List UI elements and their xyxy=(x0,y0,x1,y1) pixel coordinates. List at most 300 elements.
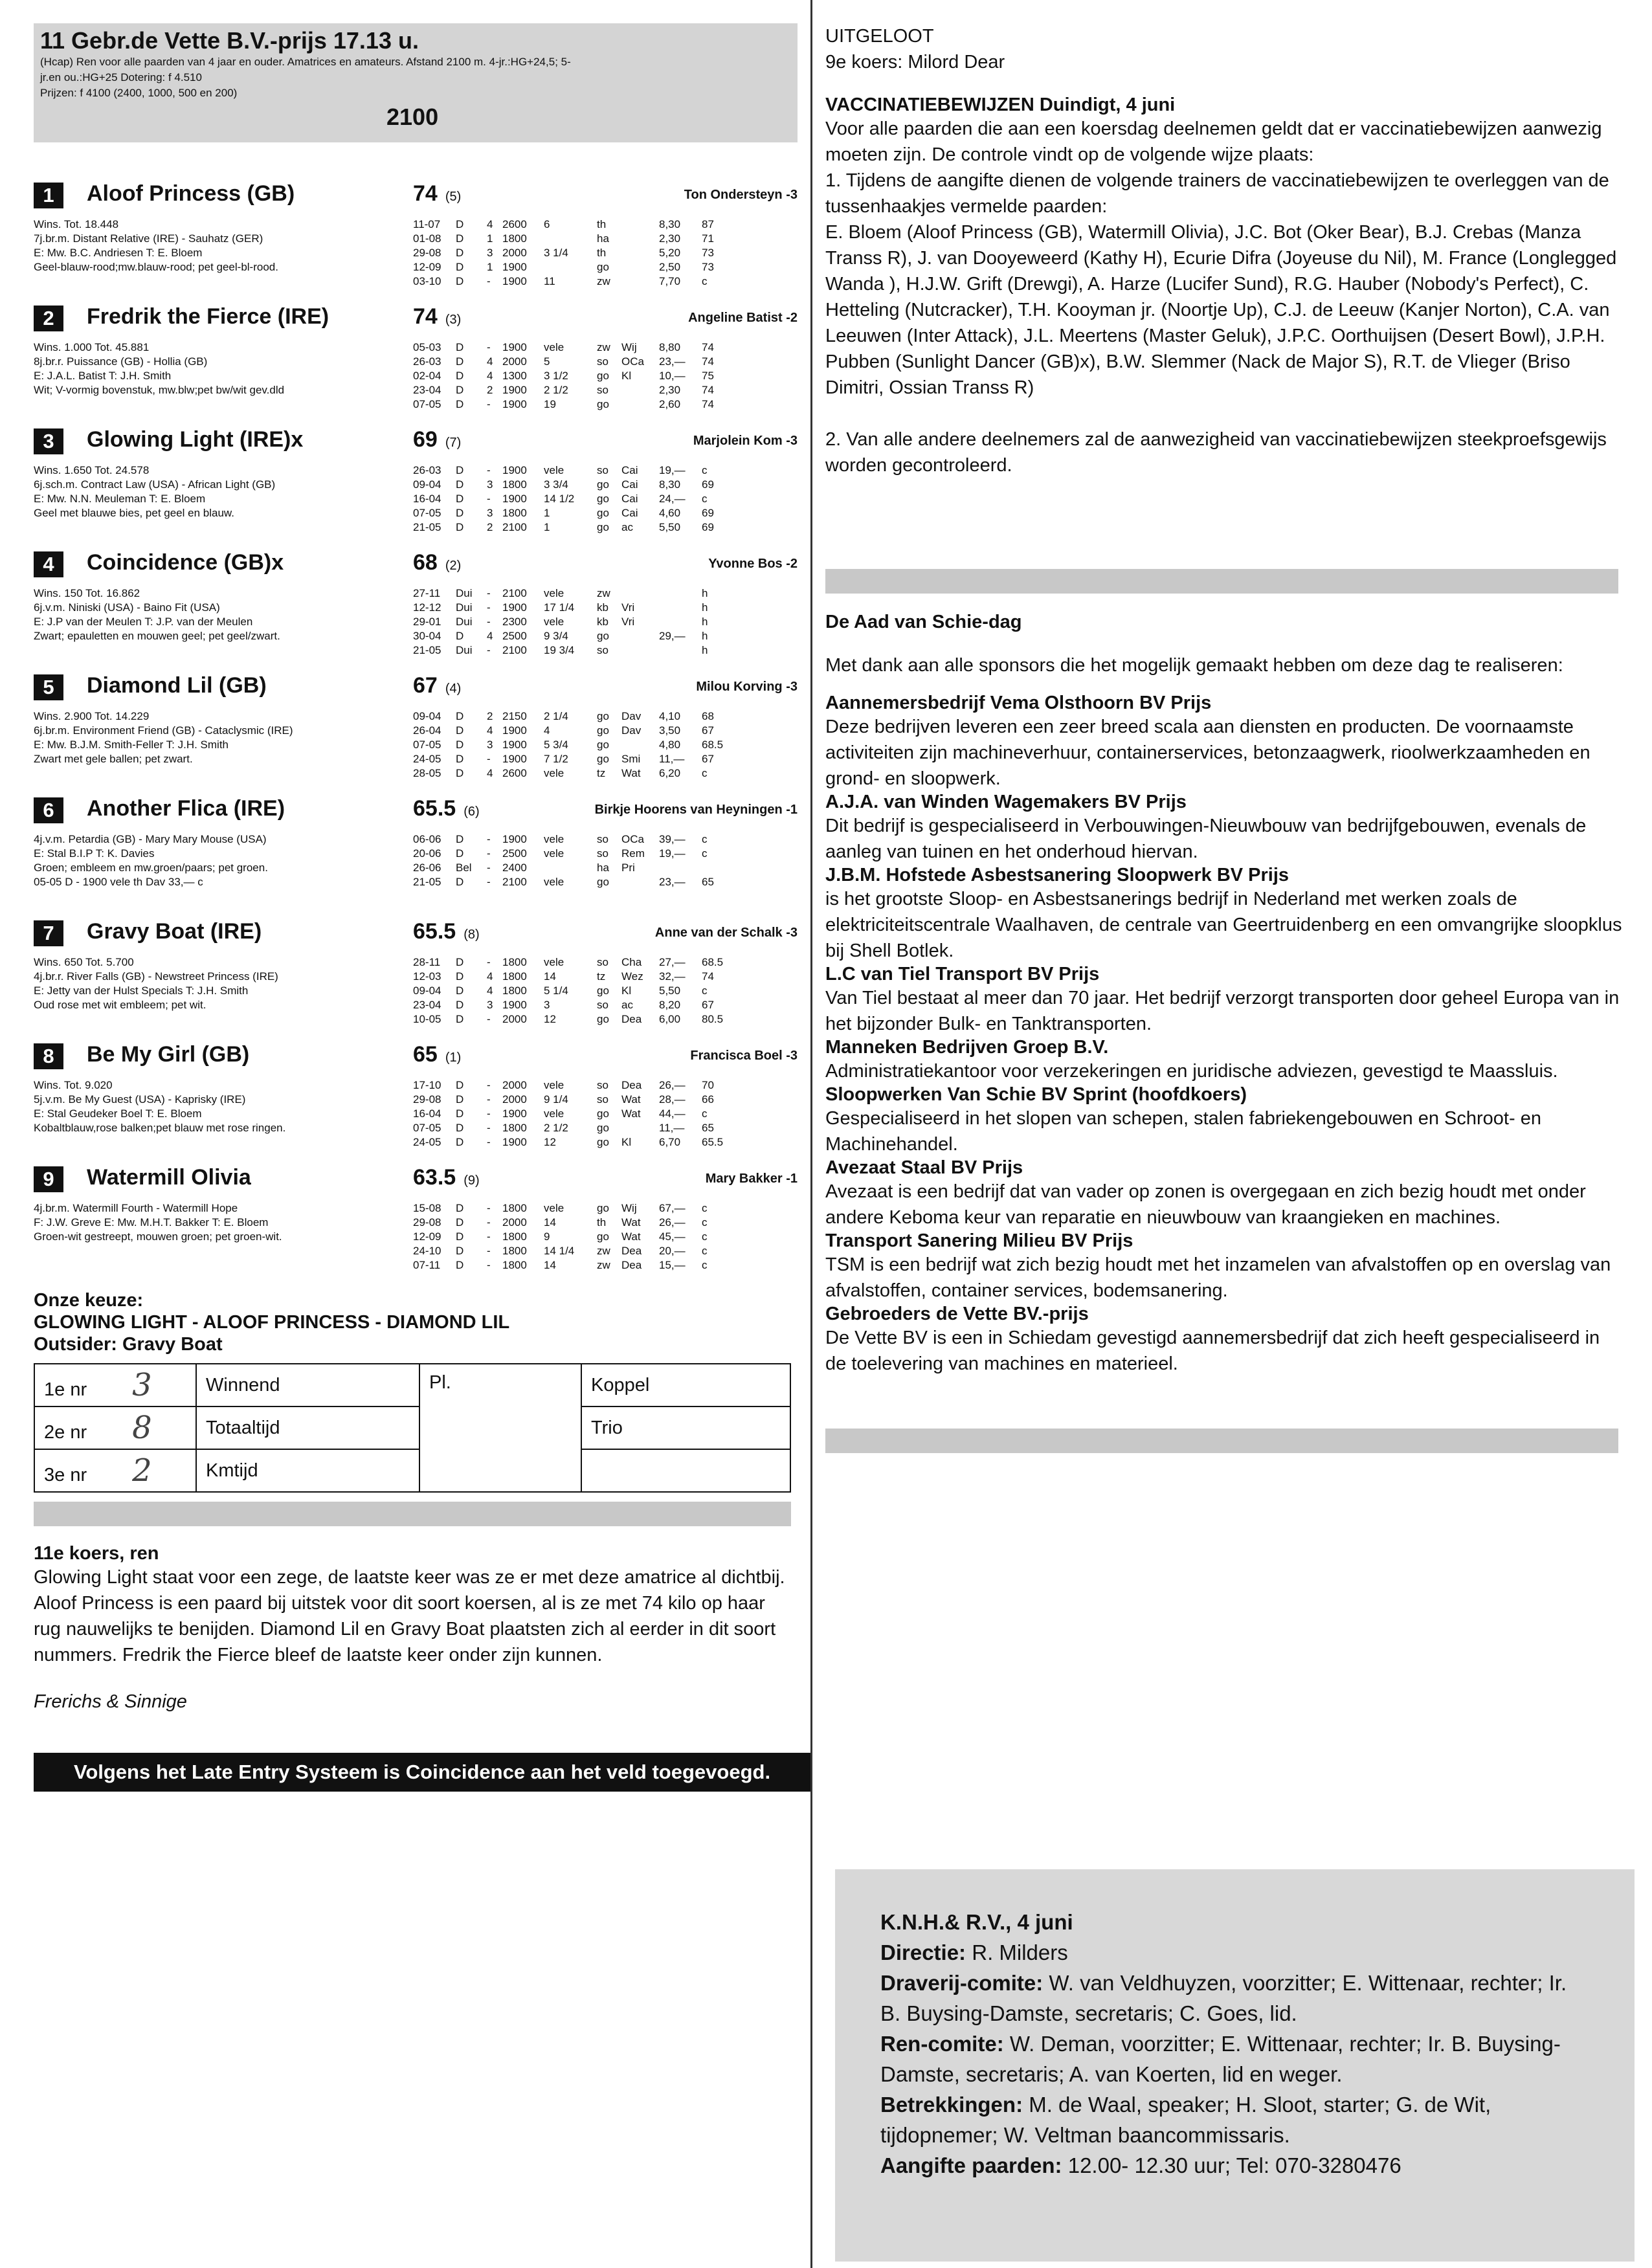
form-cell xyxy=(621,274,659,289)
form-cell: 1800 xyxy=(502,970,527,983)
form-cell: OCa xyxy=(621,833,644,845)
form-cell: D xyxy=(456,767,464,779)
form-cell: 16-04 xyxy=(413,1107,441,1120)
box-value: W. Deman, voorzitter; E. Wittenaar, rechter; Ir. B. Buysing-Damste, secretaris; A. van Koerten, lid en weger. xyxy=(880,2032,1561,2086)
form-cell: 6 xyxy=(544,218,550,230)
form-cell: go xyxy=(597,1230,609,1243)
form-row xyxy=(413,340,798,355)
draw-number: (8) xyxy=(463,928,480,942)
form-cell: 2 xyxy=(487,521,493,533)
form-cell: 14 xyxy=(544,1259,556,1271)
form-cell: D xyxy=(456,232,464,245)
form-cell: 14 xyxy=(544,970,556,983)
form-cell: c xyxy=(702,833,708,845)
handwritten-number: 8 xyxy=(132,1410,152,1446)
form-cell xyxy=(659,601,702,615)
form-row xyxy=(413,709,798,724)
form-cell: 07-11 xyxy=(413,1259,441,1271)
form-cell: zw xyxy=(597,1245,610,1257)
bet-row-2: 2e nr 8 xyxy=(34,1406,196,1449)
form-cell: 1800 xyxy=(502,232,527,245)
form-cell: h xyxy=(702,587,708,599)
form-cell: D xyxy=(456,398,464,410)
form-cell: D xyxy=(456,275,464,287)
form-cell: go xyxy=(597,984,609,997)
box-value: W. van Veldhuyzen, voorzitter; E. Wittenaar, rechter; Ir. B. Buysing-Damste, secretaris; C. Goes, lid. xyxy=(880,1971,1567,2025)
form-cell: go xyxy=(597,1122,609,1134)
form-cell: 73 xyxy=(702,261,714,273)
form-cell: 29-01 xyxy=(413,616,441,628)
handwritten-number: 3 xyxy=(132,1367,152,1403)
form-cell: vele xyxy=(544,876,564,888)
form-cell: c xyxy=(702,1230,708,1243)
aad-title: De Aad van Schie-dag xyxy=(825,612,1022,632)
form-cell: 07-05 xyxy=(413,398,441,410)
form-cell: - xyxy=(487,1013,491,1025)
sponsor-text: TSM is een bedrijf wat zich bezig houdt met het inzamelen van afvalstoffen op en overslag van afvalstoffen, container services, bodemsanering. xyxy=(825,1254,1611,1301)
form-cell: c xyxy=(702,1259,708,1271)
form-cell: so xyxy=(597,847,608,860)
form-cell: 1 xyxy=(544,507,550,519)
horse-info-line: 4j.v.m. Petardia (GB) - Mary Mary Mouse (USA) xyxy=(34,833,267,845)
form-cell: Wez xyxy=(621,970,643,983)
form-cell: 2000 xyxy=(502,355,527,368)
form-cell: Rem xyxy=(621,847,645,860)
form-cell: - xyxy=(487,644,491,656)
horse-info-line: Wit; V-vormig bovenstuk, mw.blw;pet bw/wit gev.dld xyxy=(34,384,285,396)
form-cell: - xyxy=(487,753,491,765)
info-box xyxy=(835,1869,1635,2262)
form-row xyxy=(413,1135,798,1150)
form-cell: so xyxy=(597,464,608,476)
form-cell: 21-05 xyxy=(413,876,441,888)
form-cell: th xyxy=(597,1216,607,1228)
horse-entry xyxy=(34,546,798,669)
race-conditions-2: jr.en ou.:HG+25 Dotering: f 4.510 xyxy=(40,71,202,83)
form-cell: 1800 xyxy=(502,1245,527,1257)
form-cell: 10,— xyxy=(659,370,686,382)
form-cell: Cha xyxy=(621,956,642,968)
horse-info-line: Geel met blauwe bies, pet geel en blauw. xyxy=(34,507,234,519)
horse-weight xyxy=(413,796,480,821)
form-cell: vele xyxy=(544,587,564,599)
form-cell: 27-11 xyxy=(413,587,441,599)
horse-info xyxy=(34,340,422,397)
form-cell: 26-03 xyxy=(413,464,441,476)
comment-text: Glowing Light staat voor een zege, de laatste keer was ze er met deze amatrice al dichtbij. Aloof Princess is een paard bij uitstek voor dit soort koersen, al is ze met 74 kilo op haar rug nauwelijks te benijden. Diamond Lil en Gravy Boat plaatsten zich al eerder in dit soort nummers. Fredrik the Fierce bleef de laatste keer onder zijn kunnen. xyxy=(34,1567,785,1665)
form-cell: so xyxy=(597,1093,608,1106)
form-cell: 5,20 xyxy=(659,247,681,259)
form-table xyxy=(413,832,798,904)
horse-info-line: 7j.br.m. Distant Relative (IRE) - Sauhatz (GER) xyxy=(34,232,263,245)
form-cell: D xyxy=(456,355,464,368)
form-cell: vele xyxy=(544,847,564,860)
horse-info-line: Zwart; epauletten en mouwen geel; pet geel/zwart. xyxy=(34,630,280,642)
horse-number: 9 xyxy=(34,1166,63,1192)
form-cell: go xyxy=(597,1013,609,1025)
form-cell: go xyxy=(597,478,609,491)
form-cell: zw xyxy=(597,1259,610,1271)
form-cell: Wat xyxy=(621,1216,641,1228)
form-cell: Kl xyxy=(621,1136,632,1148)
horse-info-line: 6j.br.m. Environment Friend (GB) - Cataclysmic (IRE) xyxy=(34,724,293,737)
horse-weight xyxy=(413,181,461,206)
form-row xyxy=(413,397,798,412)
form-row xyxy=(413,260,798,274)
form-cell xyxy=(544,260,597,274)
form-cell: 1800 xyxy=(502,1202,527,1214)
form-cell: 1900 xyxy=(502,275,527,287)
horse-info xyxy=(34,832,422,889)
sponsor-title: L.C van Tiel Transport BV Prijs xyxy=(825,964,1100,984)
race-distance: 2100 xyxy=(386,104,439,130)
form-cell: 12-03 xyxy=(413,970,441,983)
sponsor-title: Manneken Bedrijven Groep B.V. xyxy=(825,1037,1109,1058)
form-cell: Smi xyxy=(621,753,641,765)
draw-number: (4) xyxy=(445,682,462,696)
sponsor-title: A.J.A. van Winden Wagemakers BV Prijs xyxy=(825,792,1187,812)
horse-name: Be My Girl (GB) xyxy=(87,1042,250,1067)
weight-value: 63.5 xyxy=(413,1165,456,1190)
pick-section xyxy=(34,1289,798,1355)
form-cell: 71 xyxy=(702,232,714,245)
form-cell: 65.5 xyxy=(702,1136,724,1148)
form-cell: go xyxy=(597,1136,609,1148)
form-cell: c xyxy=(702,1216,708,1228)
form-cell: so xyxy=(597,833,608,845)
form-cell: D xyxy=(456,630,464,642)
form-cell: 1900 xyxy=(502,739,527,751)
form-cell: 06-06 xyxy=(413,833,441,845)
form-cell: 24-05 xyxy=(413,1136,441,1148)
form-cell: 80.5 xyxy=(702,1013,724,1025)
form-cell: - xyxy=(487,398,491,410)
form-row xyxy=(413,478,798,492)
form-row xyxy=(413,1078,798,1093)
form-cell: 68.5 xyxy=(702,739,724,751)
form-cell: 14 1/2 xyxy=(544,493,575,505)
form-cell: 21-05 xyxy=(413,644,441,656)
form-cell: c xyxy=(702,847,708,860)
sponsor-text: is het grootste Sloop- en Asbestsanerings bedrijf in Nederland met werken zoals de elektriciteitscentrale Waalhaven, de centrale van Geertruidenberg en een omvangrijke sloopklus bij Shell Botlek. xyxy=(825,889,1622,961)
form-cell: go xyxy=(597,876,609,888)
horse-name: Watermill Olivia xyxy=(87,1165,251,1190)
box-label: Aangifte paarden: xyxy=(880,2153,1062,2177)
form-cell: 11,— xyxy=(659,1122,685,1134)
form-cell xyxy=(487,889,502,904)
horse-info-line: Groen-wit gestreept, mouwen groen; pet groen-wit. xyxy=(34,1230,282,1243)
form-cell: 2400 xyxy=(502,862,527,874)
form-cell: 23-04 xyxy=(413,384,441,396)
horse-entry xyxy=(34,669,798,792)
form-cell: 11-07 xyxy=(413,218,441,230)
form-cell: so xyxy=(597,999,608,1011)
weight-value: 67 xyxy=(413,673,438,698)
form-cell: 02-04 xyxy=(413,370,441,382)
form-row xyxy=(413,832,798,847)
form-cell: 2,50 xyxy=(659,261,681,273)
horse-name: Diamond Lil (GB) xyxy=(87,673,267,698)
pick-label: Onze keuze: xyxy=(34,1290,144,1311)
form-cell xyxy=(621,629,659,643)
box-label: Ren-comite: xyxy=(880,2032,1004,2056)
form-cell: 3 3/4 xyxy=(544,478,568,491)
horse-info xyxy=(34,463,422,520)
form-cell: D xyxy=(456,956,464,968)
horse-info-line: 4j.br.m. Watermill Fourth - Watermill Hope xyxy=(34,1202,238,1214)
form-cell: 12 xyxy=(544,1013,556,1025)
form-cell: - xyxy=(487,862,491,874)
form-table xyxy=(413,340,798,412)
box-title: K.N.H.& R.V., 4 juni xyxy=(880,1910,1073,1934)
form-cell: D xyxy=(456,341,464,353)
form-cell: Cai xyxy=(621,478,638,491)
form-cell: 67 xyxy=(702,753,714,765)
form-cell: go xyxy=(597,1202,609,1214)
form-cell: 65 xyxy=(702,1122,714,1134)
form-row xyxy=(413,383,798,397)
form-cell: 09-04 xyxy=(413,710,441,722)
form-cell: Dui xyxy=(456,601,473,614)
form-cell: 15-08 xyxy=(413,1202,441,1214)
form-row xyxy=(413,752,798,766)
form-cell: 9 xyxy=(544,1230,550,1243)
form-row xyxy=(413,369,798,383)
form-cell: Dea xyxy=(621,1079,642,1091)
draw-number: (5) xyxy=(445,190,462,204)
form-cell: D xyxy=(456,833,464,845)
form-cell: 1800 xyxy=(502,1230,527,1243)
form-cell: 4 xyxy=(487,630,493,642)
form-cell: D xyxy=(456,1245,464,1257)
form-cell: 3 xyxy=(487,247,493,259)
form-cell: Wat xyxy=(621,1107,641,1120)
form-cell: D xyxy=(456,739,464,751)
form-cell: D xyxy=(456,1093,464,1106)
form-cell: 2100 xyxy=(502,876,527,888)
form-row xyxy=(413,1121,798,1135)
form-cell: D xyxy=(456,1230,464,1243)
draw-number: (6) xyxy=(463,805,480,819)
bet-kmtijd: Kmtijd xyxy=(196,1449,419,1492)
horse-entry xyxy=(34,1038,798,1161)
horse-info xyxy=(34,1201,422,1244)
form-row xyxy=(413,586,798,601)
form-cell: D xyxy=(456,521,464,533)
form-cell: h xyxy=(702,601,708,614)
form-cell: 11,— xyxy=(659,753,685,765)
form-cell: 26-03 xyxy=(413,355,441,368)
horse-info-line: 05-05 D - 1900 vele th Dav 33,— c xyxy=(34,876,203,888)
jockey-name: Yvonne Bos -2 xyxy=(708,557,798,571)
form-cell: 23,— xyxy=(659,355,686,368)
form-cell: 2000 xyxy=(502,1013,527,1025)
form-cell: 4 xyxy=(487,767,493,779)
form-cell: Cai xyxy=(621,493,638,505)
form-cell: 4 xyxy=(544,724,550,737)
horse-name: Aloof Princess (GB) xyxy=(87,181,295,206)
form-cell: 28,— xyxy=(659,1093,686,1106)
form-cell: 70 xyxy=(702,1079,714,1091)
form-cell: - xyxy=(487,1216,491,1228)
form-cell: 2 1/2 xyxy=(544,1122,568,1134)
bet-row-1: 1e nr 3 xyxy=(34,1364,196,1406)
form-cell: 2000 xyxy=(502,1216,527,1228)
horse-entry xyxy=(34,1161,798,1284)
form-cell: Wij xyxy=(621,1202,637,1214)
horse-info xyxy=(34,709,422,766)
form-cell: 74 xyxy=(702,398,714,410)
form-cell: - xyxy=(487,1122,491,1134)
form-cell: Dui xyxy=(456,644,473,656)
separator-bar xyxy=(825,569,1618,594)
form-cell: th xyxy=(597,247,607,259)
form-cell: 2500 xyxy=(502,630,527,642)
form-cell: D xyxy=(456,753,464,765)
form-cell: - xyxy=(487,616,491,628)
form-cell: 4 xyxy=(487,984,493,997)
form-cell: 20,— xyxy=(659,1245,686,1257)
form-cell: go xyxy=(597,398,609,410)
aad-intro: Met dank aan alle sponsors die het mogelijk gemaakt hebben om deze dag te realiseren: xyxy=(825,655,1563,676)
form-cell: go xyxy=(597,739,609,751)
horse-entry xyxy=(34,915,798,1038)
form-row xyxy=(413,520,798,535)
form-row xyxy=(413,970,798,984)
form-cell: Cai xyxy=(621,507,638,519)
form-cell: 2600 xyxy=(502,767,527,779)
form-cell: 11 xyxy=(544,275,555,287)
form-row xyxy=(413,463,798,478)
horse-info-line: 6j.sch.m. Contract Law (USA) - African Light (GB) xyxy=(34,478,276,491)
form-cell: 4 xyxy=(487,970,493,983)
form-cell: 21-05 xyxy=(413,521,441,533)
sponsor-text: Gespecialiseerd in het slopen van schepen, stalen fabriekengebouwen en Schroot- en Machinehandel. xyxy=(825,1108,1541,1155)
draw-number: (9) xyxy=(463,1173,480,1188)
form-row xyxy=(413,246,798,260)
form-row xyxy=(413,274,798,289)
form-cell: ha xyxy=(597,862,609,874)
form-cell: 44,— xyxy=(659,1107,686,1120)
form-cell: tz xyxy=(597,970,606,983)
horse-number: 5 xyxy=(34,674,63,700)
form-row xyxy=(413,955,798,970)
horse-info xyxy=(34,217,422,274)
form-cell: 1900 xyxy=(502,1107,527,1120)
horse-weight xyxy=(413,427,461,452)
form-cell: 2 1/4 xyxy=(544,710,568,722)
form-cell: 2000 xyxy=(502,1079,527,1091)
form-table xyxy=(413,1201,798,1273)
form-cell: 65 xyxy=(702,876,714,888)
column-divider xyxy=(810,0,812,2268)
form-cell: vele xyxy=(544,341,564,353)
horse-info-line: E: Mw. N.N. Meuleman T: E. Bloem xyxy=(34,493,206,505)
form-cell: 4 xyxy=(487,724,493,737)
form-cell xyxy=(621,738,659,752)
form-cell: 3 xyxy=(487,739,493,751)
horse-info xyxy=(34,586,422,643)
form-cell: 09-04 xyxy=(413,478,441,491)
form-cell: 19 xyxy=(544,398,556,410)
form-cell: go xyxy=(597,370,609,382)
form-cell: 19,— xyxy=(659,847,686,860)
form-cell xyxy=(702,889,753,904)
form-cell xyxy=(659,889,702,904)
race-prizes: Prijzen: f 4100 (2400, 1000, 500 en 200) xyxy=(40,87,238,99)
horse-info xyxy=(34,1078,422,1135)
form-cell: go xyxy=(597,724,609,737)
form-cell: so xyxy=(597,1079,608,1091)
form-cell: 12-12 xyxy=(413,601,441,614)
form-cell: 01-08 xyxy=(413,232,441,245)
form-row xyxy=(413,1216,798,1230)
form-cell: - xyxy=(487,275,491,287)
form-table xyxy=(413,955,798,1027)
form-cell: D xyxy=(456,218,464,230)
form-cell: 2,30 xyxy=(659,384,681,396)
weight-value: 68 xyxy=(413,550,438,575)
jockey-name: Mary Bakker -1 xyxy=(705,1172,798,1186)
uitgeloot-text: 9e koers: Milord Dear xyxy=(825,52,1005,72)
pick-list: GLOWING LIGHT - ALOOF PRINCESS - DIAMOND LIL xyxy=(34,1312,510,1333)
sponsor-title: Avezaat Staal BV Prijs xyxy=(825,1157,1023,1178)
form-cell: 2000 xyxy=(502,247,527,259)
form-cell: 69 xyxy=(702,507,714,519)
form-row xyxy=(413,643,798,658)
form-cell: - xyxy=(487,1245,491,1257)
form-cell: 75 xyxy=(702,370,714,382)
form-cell: 26,— xyxy=(659,1216,686,1228)
form-cell: D xyxy=(456,478,464,491)
form-cell xyxy=(659,586,702,601)
form-cell: 67 xyxy=(702,724,714,737)
form-cell: D xyxy=(456,1136,464,1148)
horse-name: Coincidence (GB)x xyxy=(87,550,284,575)
horse-info-line: Wins. 650 Tot. 5.700 xyxy=(34,956,134,968)
weight-value: 65.5 xyxy=(413,919,456,944)
signature: Frerichs & Sinnige xyxy=(34,1691,187,1712)
form-cell: 69 xyxy=(702,478,714,491)
sponsor-text: Avezaat is een bedrijf dat van vader op zonen is overgegaan en zich bezig houdt met onder andere Keboma keur van reparatie en nieuwbouw van kraangieken en machines. xyxy=(825,1181,1586,1228)
horse-weight xyxy=(413,550,461,575)
form-row xyxy=(413,724,798,738)
form-cell: h xyxy=(702,616,708,628)
form-cell: Wat xyxy=(621,767,641,779)
horse-number: 8 xyxy=(34,1043,63,1069)
form-cell: 74 xyxy=(702,970,714,983)
form-cell: 15,— xyxy=(659,1259,686,1271)
form-cell: tz xyxy=(597,767,606,779)
form-cell: D xyxy=(456,370,464,382)
form-cell: Dav xyxy=(621,724,642,737)
comment-section xyxy=(34,1543,791,1713)
vaccination-trainers: E. Bloem (Aloof Princess (GB), Watermill Olivia), J.C. Bot (Oker Bear), B.J. Crebas (Manza Transs R), J. van Dooyeweerd (Kathy H), Ecurie Difra (Joyeuse du Nil), M. France (Longlegged Wanda ), H.J.W. Grift (Drewgi), A. Harze (Lucifer Sund), R.G. Hauber (Nobody's Perfect), C. Hetteling (Nutcracker), T.H. Kooyman jr. (Noortje Up), C.J. de Leeuw (Kanjer Norton), C.A. van Leeuwen (Inter Attack), J.L. Meertens (Master Geluk), J.P.C. Oorthuijsen (Desert Bowl), J.P.H. Pubben (Sunlight Dancer (GB)x), B.W. Slemmer (Nack de Major S), R.T. de Vlieger (Briso Dimitri, Ossian Transs R) xyxy=(825,222,1617,398)
form-cell: D xyxy=(456,1079,464,1091)
form-cell: 68.5 xyxy=(702,956,724,968)
form-cell: 3 xyxy=(544,999,550,1011)
form-cell: 7 1/2 xyxy=(544,753,568,765)
form-cell: 27,— xyxy=(659,956,686,968)
form-cell: 74 xyxy=(702,355,714,368)
bet-pl: Pl. xyxy=(419,1364,581,1492)
vaccination-rule-1: 1. Tijdens de aangifte dienen de volgende trainers de vaccinatiebewijzen te overleggen van de tussenhaakjes vermelde paarden: xyxy=(825,170,1609,217)
form-cell: 4 xyxy=(487,218,493,230)
form-cell: go xyxy=(597,507,609,519)
outsider: Outsider: Gravy Boat xyxy=(34,1334,223,1355)
vaccination-intro: Voor alle paarden die aan een koersdag deelnemen geldt dat er vaccinatiebewijzen aanwezig moeten zijn. De controle vindt op de volgende wijze plaats: xyxy=(825,118,1602,165)
form-cell: D xyxy=(456,507,464,519)
